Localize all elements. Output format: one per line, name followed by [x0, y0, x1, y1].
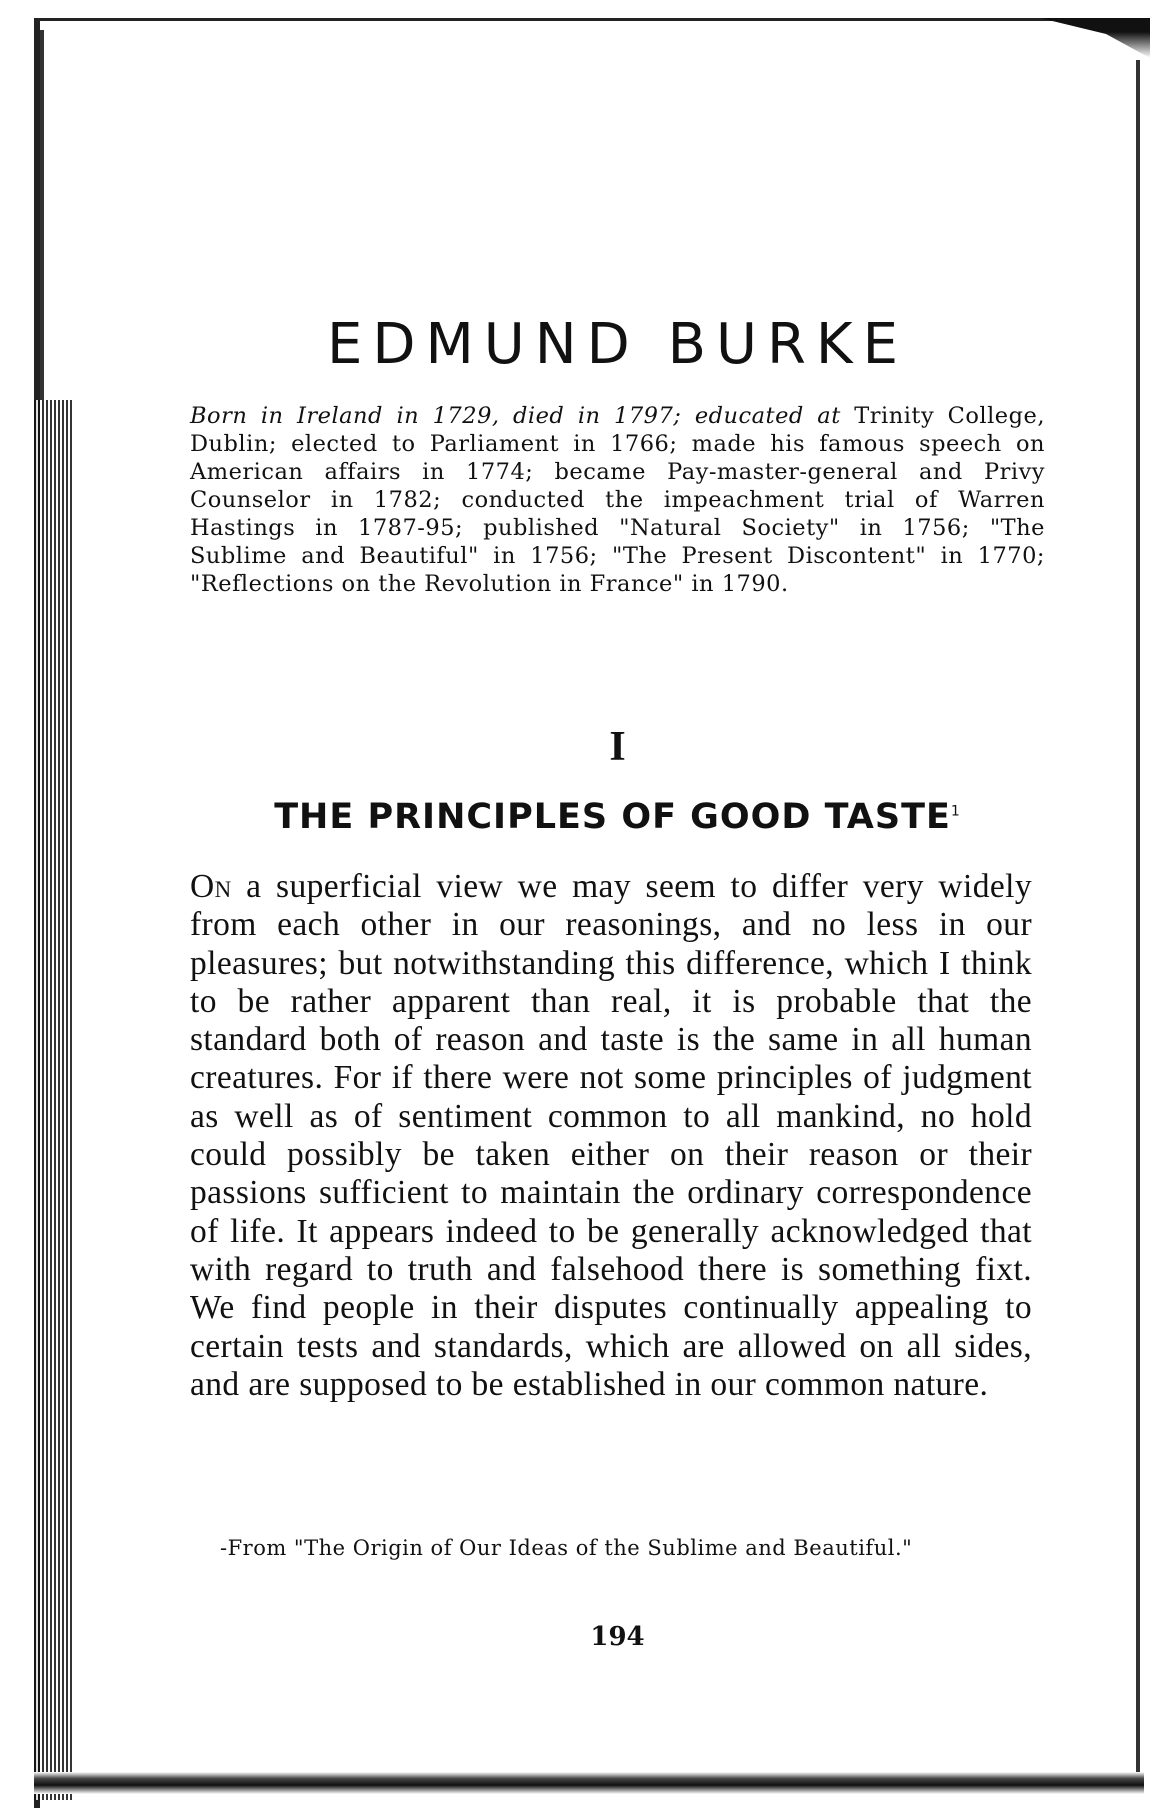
- page-scan-corner-artifact: [1040, 18, 1150, 58]
- essay-text: a superficial view we may seem to differ very widely from each other in our reasonings, and no less in our pleasures; but notwithstanding this difference, which I think to be rather apparent than real, it is probable that the standard both of reason and taste is the same in all human creatures. For if there were not some principles of judgment as well as of sentiment common to all mankind, no hold could possibly be taken either on their reason or their passions sufficient to maintain the ordinary correspondence of life. It appears indeed to be generally acknowledged that with regard to truth and falsehood there is something fixt. We find people in their disputes continually appealing to certain tests and standards, which are allowed on all sides, and are supposed to be established in our common nature.: [190, 868, 1032, 1403]
- section-title-text: THE PRINCIPLES OF GOOD TASTE: [274, 797, 951, 837]
- page-scan-left-shadow-top: [40, 30, 44, 400]
- biography-lead: Born in Ireland in 1729, died in 1797; educated at: [190, 403, 841, 429]
- section-title: [190, 797, 1045, 837]
- source-citation-text: -From "The Origin of Our Ideas of the Sublime and Beautiful.": [220, 1536, 913, 1560]
- page-scan-bottom-edge: [34, 1772, 1144, 1794]
- author-heading: EDMUND BURKE: [326, 312, 909, 377]
- author-biography: [190, 402, 1045, 598]
- section-number: I: [609, 724, 626, 770]
- essay-first-word: On: [190, 868, 232, 905]
- page-scan-binding-shadow: [34, 400, 74, 1800]
- biography-text: Trinity College, Dublin; elected to Parliament in 1766; made his famous speech on American affairs in 1774; became Pay-master-general and Privy Counselor in 1782; conducted the impeachment trial of Warren Hastings in 1787-95; published "Natural Society" in 1756; "The Sublime and Beautiful" in 1756; "The Present Discontent" in 1770; "Reflections on the Revolution in France" in 1790.: [190, 403, 1045, 597]
- footnote-marker: 1: [950, 803, 961, 820]
- page-number: 194: [590, 1622, 645, 1652]
- page-scan-top-edge: [34, 18, 1134, 21]
- essay-paragraph: [190, 868, 1032, 1404]
- page-scan-right-edge: [1136, 60, 1140, 1780]
- essay-body: [190, 868, 1032, 1404]
- source-citation: [190, 1534, 1032, 1562]
